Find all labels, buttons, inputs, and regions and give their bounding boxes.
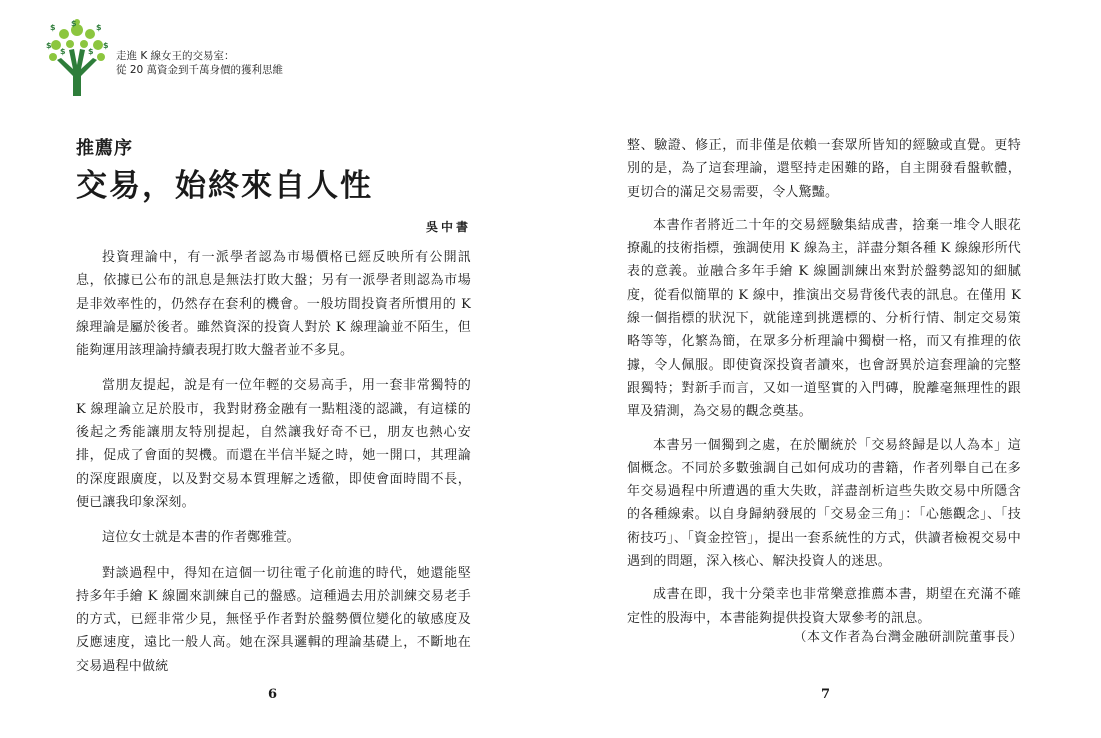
author-credit-note: （本文作者為台灣金融研訓院董事長）: [793, 630, 1023, 645]
section-kicker: 推薦序: [76, 138, 133, 159]
paragraph: 投資理論中，有一派學者認為市場價格已經反映所有公開訊息，依據已公布的訊息是無法打敗大盤；另有一派學者則認為市場是非效率性的，仍然存在套利的機會。一般坊間投資者所慣用的 K 線理論是屬於後者。雖然資深的投資人對於 K 線理論並不陌生，但能夠運用該理論持續表現打敗大盤者並不多見。: [76, 250, 471, 359]
page-number: 6: [268, 687, 278, 702]
right-page: [550, 0, 1101, 738]
left-page: [0, 0, 550, 738]
author-name: 吳中書: [425, 220, 471, 234]
book-header: [116, 49, 283, 77]
paragraph: 這位女士就是本書的作者鄭雅萱。: [102, 530, 301, 546]
svg-text:$: $: [71, 19, 77, 28]
paragraph: 對談過程中，得知在這個一切往電子化前進的時代，她還能堅持多年手繪 K 線圖來訓練自己的盤感。這種過去用於訓練交易老手的方式，已經非常少見，無怪乎作者對於盤勢價位變化的敏感度及反應速度，遠比一般人高。她在深具邏輯的理論基礎上，不斷地在交易過程中做統: [76, 565, 471, 674]
svg-text:$: $: [46, 41, 52, 50]
page-number: 7: [821, 687, 831, 702]
svg-text:$: $: [50, 23, 56, 32]
paragraph: 本書另一個獨到之處，在於闡統於「交易終歸是以人為本」這個概念。不同於多數強調自己如何成功的書籍，作者列舉自己在多年交易過程中所遭遇的重大失敗，詳盡剖析這些失敗交易中所隱含的各種線索。以自身歸納發展的「交易金三角」：「心態觀念」、「技術技巧」、「資金控管」，提出一套系統性的方式，供讀者檢視交易中遇到的問題，深入核心、解決投資人的迷思。: [627, 437, 1021, 570]
paragraph: 當朋友提起，說是有一位年輕的交易高手，用一套非常獨特的 K 線理論立足於股市，我對財務金融有一點粗淺的認識，有這樣的後起之秀能讓朋友特別提起，自然讓我好奇不已，朋友也熱心安排，促成了會面的契機。而還在半信半疑之時，她一開口，其理論的深度跟廣度，以及對交易本質理解之透徹，即使會面時間不長，便已讓我印象深刻。: [76, 378, 471, 510]
paragraph: 本書作者將近二十年的交易經驗集結成書，捨棄一堆令人眼花撩亂的技術指標，強調使用 K 線為主，詳盡分類各種 K 線線形所代表的意義。並融合多年手繪 K 線圖訓練出來對於盤勢認知的細膩度，從看似簡單的 K 線中，推演出交易背後代表的訊息。在僅用 K 線一個指標的狀況下，就能達到挑選標的、分析行情、制定交易策略等等，化繁為簡，在眾多分析理論中獨樹一格，而又有推理的依據，令人佩服。即使資深投資者讀來，也會訝異於這套理論的完整跟獨特；對新手而言，又如一道堅實的入門磚，脫離毫無理性的跟單及猜測，為交易的觀念奠基。: [627, 217, 1021, 420]
paragraph: 整、驗證、修正，而非僅是依賴一套眾所皆知的經驗或直覺。更特別的是，為了這套理論，還堅持走困難的路，自主開發看盤軟體，更切合的滿足交易需要，令人驚豔。: [627, 138, 1021, 200]
chapter-title: 交易，始終來自人性: [76, 168, 373, 204]
paragraph: 成書在即，我十分榮幸也非常樂意推薦本書，期望在充滿不確定性的股海中，本書能夠提供投資大眾參考的訊息。: [627, 587, 1021, 626]
book-title-line: 走進 K 線女王的交易室：: [116, 50, 235, 62]
svg-text:$: $: [96, 23, 102, 32]
svg-text:$: $: [103, 41, 109, 50]
svg-text:$: $: [60, 47, 66, 56]
left-body-text: [76, 246, 471, 678]
money-tree-logo: [44, 18, 110, 96]
right-body-text: [627, 134, 1021, 630]
book-subtitle-line: 從 20 萬資金到千萬身價的獲利思維: [116, 64, 284, 76]
svg-text:$: $: [88, 47, 94, 56]
